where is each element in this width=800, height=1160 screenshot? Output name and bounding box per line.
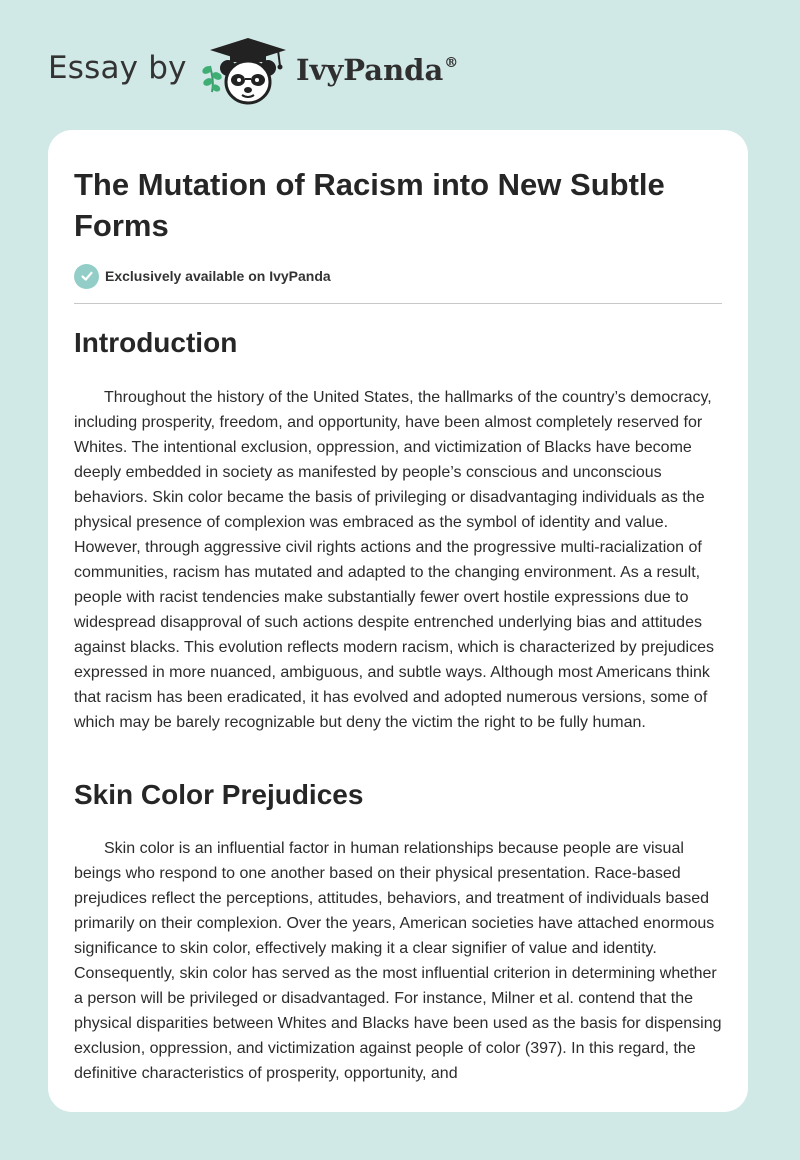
brand-name-text: IvyPanda <box>296 53 444 87</box>
site-header <box>0 0 800 130</box>
registered-mark: ® <box>444 55 459 71</box>
exclusive-badge <box>74 263 331 289</box>
paragraph-introduction: Throughout the history of the United States, the hallmarks of the country’s democracy, including prosperity, freedom, and opportunity, have been almost completely reserved for Whites. The intentional exclusion, oppression, and victimization of Blacks have become deeply embedded in society as manifested by people’s conscious and unconscious behaviors. Skin color became the basis of privileging or disadvantaging individuals as the physical presence of complexion was embraced as the symbol of identity and value. However, through aggressive civil rights actions and the progressive multi-racialization of communities, racism has mutated and adapted to the changing environment. As a result, people with racist tendencies make substantially fewer overt hostile expressions due to widespread disapproval of such actions despite entrenched underlying bias and attitudes against blacks. This evolution reflects modern racism, which is characterized by prejudices expressed in more nuanced, ambiguous, and subtle ways. Although most Americans think that racism has been eradicated, it has evolved and adopted numerous versions, some of which may be barely recognizable but deny the victim the right to be fully human. <box>74 389 714 731</box>
divider <box>74 303 722 304</box>
section-heading-skin-color-prejudices: Skin Color Prejudices <box>74 779 364 810</box>
section-heading-introduction: Introduction <box>74 327 238 358</box>
brand-name[interactable] <box>296 53 458 87</box>
panda-graduation-logo-icon[interactable] <box>200 36 292 108</box>
checkmark-icon <box>74 264 99 289</box>
essay-card <box>48 130 748 1112</box>
exclusive-badge-label: Exclusively available on IvyPanda <box>105 268 331 284</box>
essay-title: The Mutation of Racism into New Subtle Forms <box>74 167 665 243</box>
paragraph-skin-color-prejudices: Skin color is an influential factor in human relationships because people are visual beings who respond to one another based on their physical presentation. Race-based prejudices reflect the perceptions, attitudes, behaviors, and treatment of individuals based primarily on their complexion. Over the years, American societies have attached enormous significance to skin color, effectively making it a clear signifier of value and identity. Consequently, skin color has served as the most influential criterion in determining whether a person will be privileged or disadvantaged. For instance, Milner et al. contend that the physical disparities between Whites and Blacks have been used as the basis for dispensing exclusion, oppression, and victimization against people of color (397). In this regard, the definitive characteristics of prosperity, opportunity, and <box>74 840 722 1082</box>
essay-by-label: Essay by <box>48 50 187 86</box>
ivy-leaf-icon <box>201 64 223 93</box>
